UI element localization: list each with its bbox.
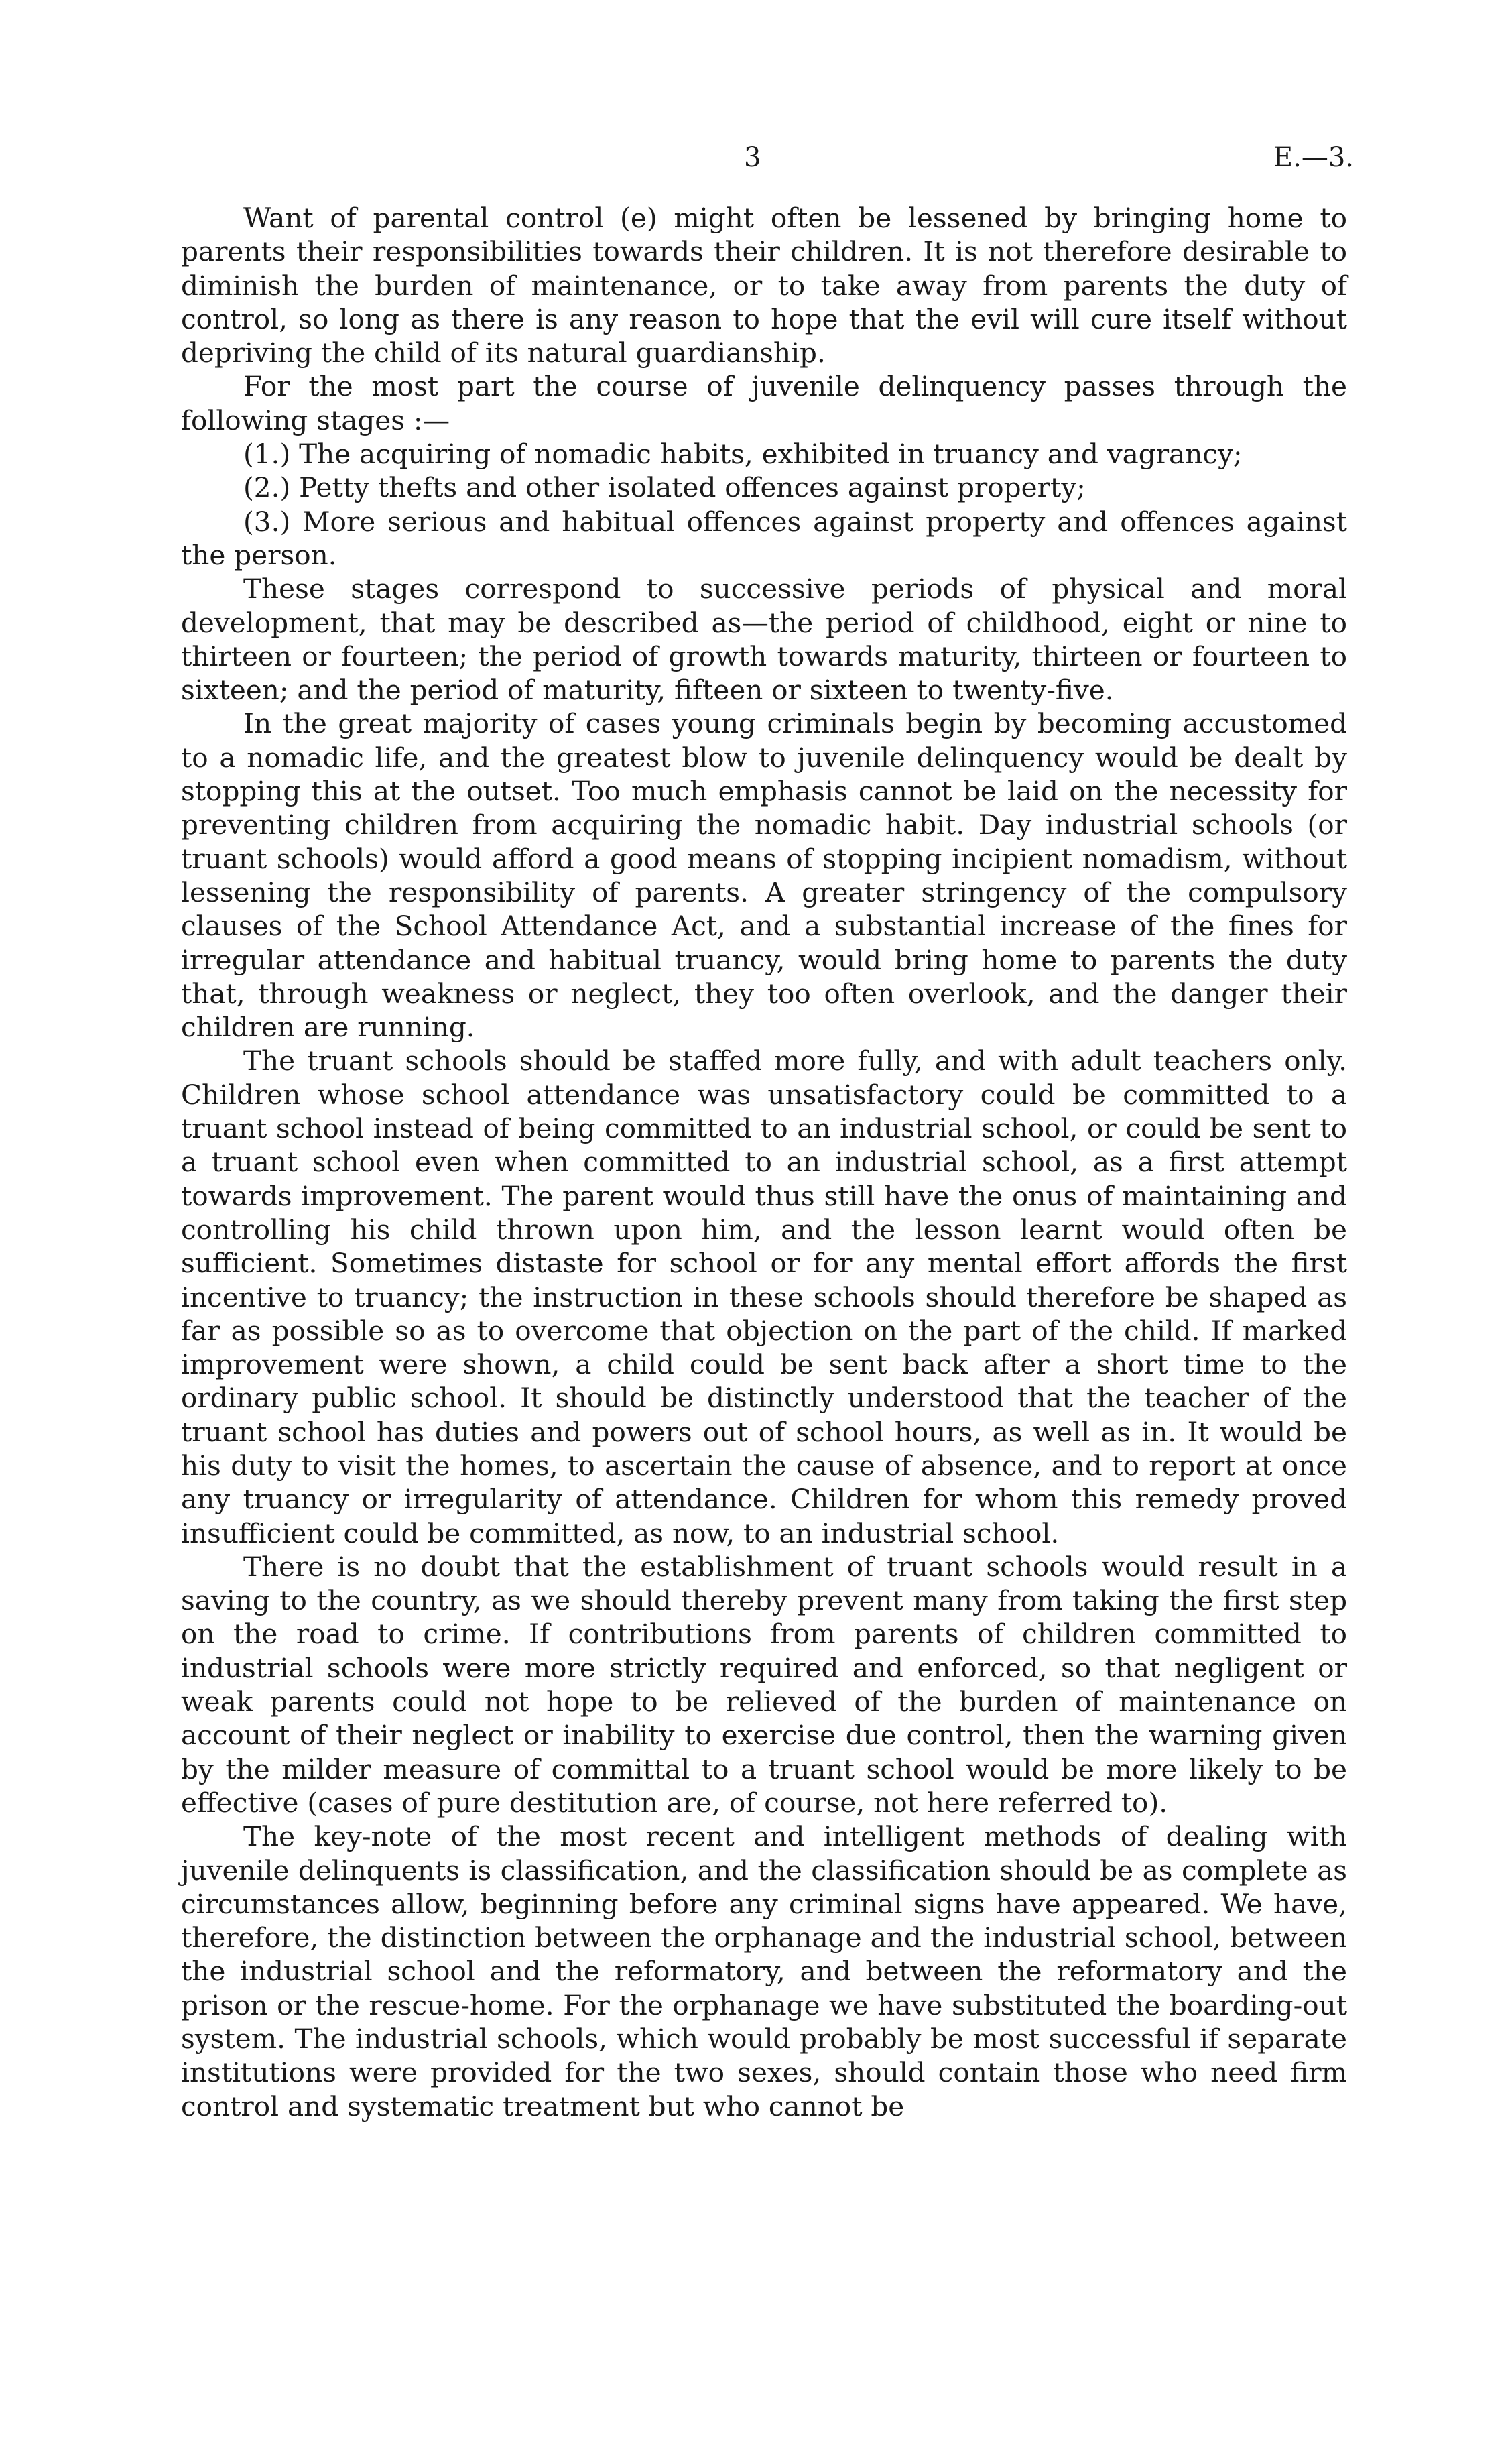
paragraph-classification: The key-note of the most recent and intelligent methods of dealing with juvenile delinquents is classification, and the classification should be as complete as circumstances allow, beginning before any criminal signs have appeared. We have, therefore, the distinction between the orphanage and the industrial school, between the industrial school and the reformatory, and between the reformatory and the prison or the rescue-home. For the orphanage we have substituted the boarding-out system. The industrial schools, which would probably be most successful if separate institutions were provided for the two sexes, should contain those who need firm control and systematic treatment but who cannot be	[181, 1820, 1347, 2123]
paragraph-nomadic-life: In the great majority of cases young criminals begin by becoming accustomed to a nomadic life, and the greatest blow to juvenile delinquency would be dealt by stopping this at the outset. Too much emphasis cannot be laid on the necessity for preventing children from acquiring the nomadic habit. Day industrial schools (or truant schools) would afford a good means of stopping incipient nomadism, without lessening the responsibility of parents. A greater stringency of the compulsory clauses of the School Attendance Act, and a substantial increase of the fines for irregular attendance and habitual truancy, would bring home to parents the duty that, through weakness or neglect, they too often overlook, and the danger their children are running.	[181, 707, 1347, 1044]
paragraph-development-periods: These stages correspond to successive periods of physical and moral development, that may be described as—the period of childhood, eight or nine to thirteen or fourteen; the period of growth towards maturity, thirteen or fourteen to sixteen; and the period of maturity, fifteen or sixteen to twenty-five.	[181, 573, 1347, 707]
paragraph-truant-schools-staff: The truant schools should be staffed more fully, and with adult teachers only. Children whose school attendance was unsatisfactory could be committed to a truant school instead of being committed to an industrial school, or could be sent to a truant school even when committed to an industrial school, as a first attempt towards improvement. The parent would thus still have the onus of maintaining and controlling his child thrown upon him, and the lesson learnt would often be sufficient. Sometimes distaste for school or for any mental effort affords the first incentive to truancy; the instruction in these schools should therefore be shaped as far as possible so as to overcome that objection on the part of the child. If marked improvement were shown, a child could be sent back after a short time to the ordinary public school. It should be distinctly understood that the teacher of the truant school has duties and powers out of school hours, as well as in. It would be his duty to visit the homes, to ascertain the cause of absence, and to report at once any truancy or irregularity of attendance. Children for whom this remedy proved insufficient could be committed, as now, to an industrial school.	[181, 1045, 1347, 1549]
body-text	[181, 201, 1347, 2123]
paragraph-truant-schools-saving: There is no doubt that the establishment of truant schools would result in a saving to the country, as we should thereby prevent many from taking the first step on the road to crime. If contributions from parents of children committed to industrial schools were more strictly required and enforced, so that negligent or weak parents could not hope to be relieved of the burden of maintenance on account of their neglect or inability to exercise due control, then the warning given by the milder measure of committal to a truant school would be more likely to be effective (cases of pure destitution are, of course, not here referred to).	[181, 1550, 1347, 1819]
stage-item-2: (2.) Petty thefts and other isolated offences against property;	[243, 471, 1086, 504]
stage-item-1: (1.) The acquiring of nomadic habits, exhibited in truancy and vagrancy;	[243, 438, 1243, 471]
paragraph-stages-intro: For the most part the course of juvenile delinquency passes through the following stages :—	[181, 370, 1347, 436]
paragraph-parental-control: Want of parental control (e) might often be lessened by bringing home to parents their responsibilities towards their children. It is not therefore desirable to diminish the burden of maintenance, or to take away from parents the duty of control, so long as there is any reason to hope that the evil will cure itself without depriving the child of its natural guardianship.	[181, 202, 1347, 369]
document-reference: E.—3.	[1273, 142, 1354, 173]
stage-item-3: (3.) More serious and habitual offences against property and offences against the person.	[181, 505, 1347, 571]
page-header	[174, 142, 1354, 182]
page-number: 3	[744, 142, 761, 173]
